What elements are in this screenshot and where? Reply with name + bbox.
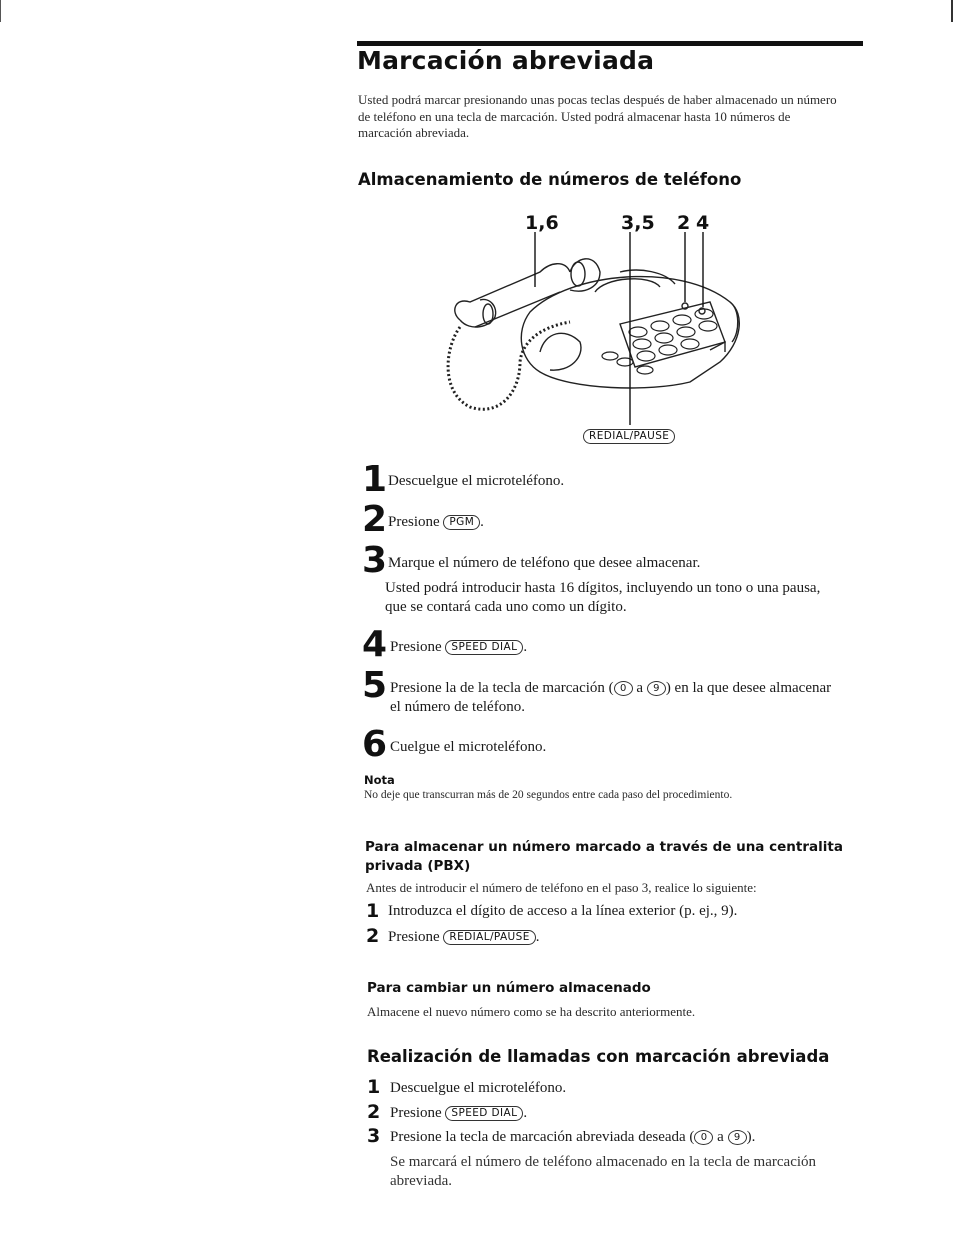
step-6-number: 6 <box>362 724 388 765</box>
key-9-label: 9 <box>728 1130 747 1145</box>
step-1-number: 1 <box>362 459 388 500</box>
redial-pause-key-label: REDIAL/PAUSE <box>443 930 535 945</box>
step-2-text: Presione PGM . <box>388 514 484 530</box>
speed-dial-key-label: SPEED DIAL <box>445 640 523 655</box>
callout-1-6: 1,6 <box>525 212 559 234</box>
callout-3-5: 3,5 <box>621 212 655 234</box>
calling-step-3-text: Presione la tecla de marcación abreviada deseada ( 0 a 9 ). <box>390 1129 756 1145</box>
key-0-label: 0 <box>694 1130 713 1145</box>
note-title: Nota <box>364 773 395 787</box>
step-5-text: Presione la de la tecla de marcación ( 0 a 9 ) en la que desee almacenar el número de teléfono. <box>390 680 832 715</box>
pbx-heading: Para almacenar un número marcado a través de una centralita privada (PBX) <box>365 839 843 874</box>
step-3-text: Marque el número de teléfono que desee almacenar. <box>388 555 701 571</box>
pbx-step-2-number: 2 <box>366 925 380 947</box>
redial-pause-key-label: REDIAL/PAUSE <box>583 429 675 444</box>
pbx-step-1-text: Introduzca el dígito de acceso a la línea exterior (p. ej., 9). <box>388 903 738 919</box>
change-heading: Para cambiar un número almacenado <box>367 980 651 996</box>
step-4-text: Presione SPEED DIAL . <box>390 639 528 655</box>
pbx-step-1-number: 1 <box>366 900 380 922</box>
step-4-number: 4 <box>362 624 388 665</box>
calling-step-3-detail: Se marcará el número de teléfono almacenado en la tecla de marcación abreviada. <box>390 1154 817 1189</box>
crop-mark-right <box>951 0 953 22</box>
calling-step-3-number: 3 <box>367 1125 381 1147</box>
intro-paragraph: Usted podrá marcar presionando unas pocas teclas después de haber almacenado un número de teléfono en una tecla de marcación. Usted podrá almacenar hasta 10 números de marcación abreviada. <box>358 92 837 140</box>
calling-step-1-text: Descuelgue el microteléfono. <box>390 1080 567 1096</box>
step-2-number: 2 <box>362 499 388 540</box>
page-title: Marcación abreviada <box>357 46 655 75</box>
section-heading-storing: Almacenamiento de números de teléfono <box>358 170 742 189</box>
key-9-label: 9 <box>647 681 666 696</box>
key-0-label: 0 <box>614 681 633 696</box>
calling-step-2-text: Presione SPEED DIAL . <box>390 1105 528 1121</box>
speed-dial-key-label: SPEED DIAL <box>445 1106 523 1121</box>
figure-key-redial-pause <box>583 427 675 445</box>
calling-step-2-number: 2 <box>367 1101 381 1123</box>
calling-step-1-number: 1 <box>367 1076 381 1098</box>
pbx-intro: Antes de introducir el número de teléfono en el paso 3, realice lo siguiente: <box>366 880 757 895</box>
step-5-number: 5 <box>362 665 388 706</box>
step-3-detail: Usted podrá introducir hasta 16 dígitos, incluyendo un tono o una pausa, que se contará cada uno como un dígito. <box>385 580 821 615</box>
note-text: No deje que transcurran más de 20 segundos entre cada paso del procedimiento. <box>364 789 733 801</box>
pgm-key-label: PGM <box>443 515 480 530</box>
step-6-text: Cuelgue el microteléfono. <box>390 739 547 755</box>
crop-mark-left <box>0 0 1 22</box>
callout-4: 4 <box>696 212 710 234</box>
callout-2: 2 <box>677 212 691 234</box>
calling-heading: Realización de llamadas con marcación abreviada <box>367 1047 830 1066</box>
pbx-step-2-text: Presione REDIAL/PAUSE . <box>388 929 540 945</box>
step-1-text: Descuelgue el microteléfono. <box>388 473 565 489</box>
step-3-number: 3 <box>362 540 388 581</box>
change-text: Almacene el nuevo número como se ha descrito anteriormente. <box>367 1004 696 1019</box>
telephone-illustration <box>420 232 760 442</box>
